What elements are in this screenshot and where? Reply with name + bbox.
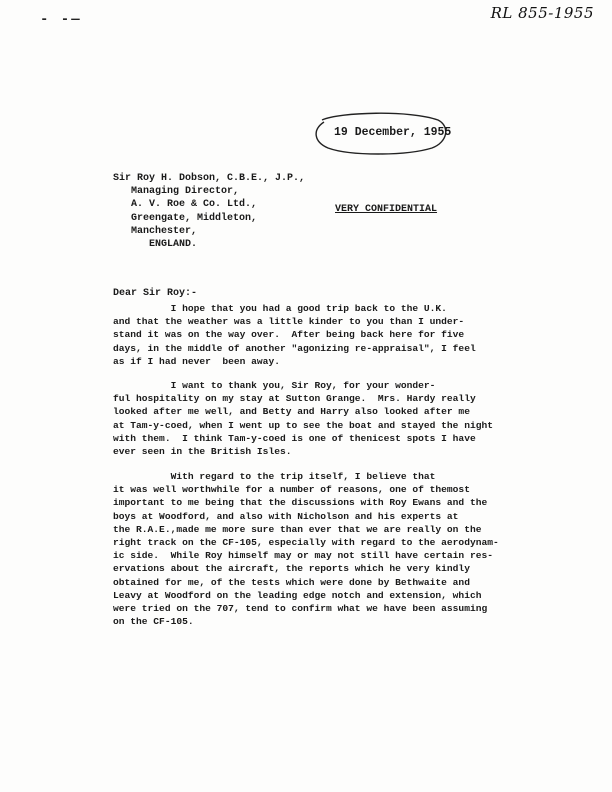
address-line: A. V. Roe & Co. Ltd., <box>131 199 258 211</box>
paragraph-line: were tried on the 707, tend to confirm what we have been assuming <box>113 603 488 615</box>
paragraph-3 <box>113 470 533 628</box>
paragraph-2 <box>113 379 533 458</box>
paragraph-line: I hope that you had a good trip back to the U.K. <box>113 303 447 314</box>
recipient-address <box>113 172 305 251</box>
paragraph-line: and that the weather was a little kinder to you than I under- <box>113 316 465 328</box>
salutation: Dear Sir Roy:- <box>113 288 198 299</box>
paragraph-line: I want to thank you, Sir Roy, for your wonder- <box>113 380 436 391</box>
paragraph-line: boys at Woodford, and also with Nicholson and his experts at <box>113 510 459 522</box>
address-line: Sir Roy H. Dobson, C.B.E., J.P., <box>113 173 306 184</box>
paragraph-line: ful hospitality on my stay at Sutton Grange. Mrs. Hardy really <box>113 393 476 405</box>
paragraph-line: ervations about the aircraft, the reports which he very kindly <box>113 563 470 575</box>
paragraph-line: looked after me well, and Betty and Harry also looked after me <box>113 406 470 418</box>
handwritten-reference: RL 855-1955 <box>490 4 594 22</box>
paragraph-line: on the CF-105. <box>113 616 194 628</box>
paragraph-line: the R.A.E.,made me more sure than ever that we are really on the <box>113 523 482 535</box>
paragraph-line: stand it was on the way over. After being back here for five <box>113 329 465 341</box>
confidential-marking: VERY CONFIDENTIAL <box>335 204 438 215</box>
address-line: ENGLAND. <box>149 239 198 251</box>
paragraph-line: ever seen in the British Isles. <box>113 446 292 458</box>
paragraph-line: obtained for me, of the tests which were done by Bethwaite and <box>113 576 470 588</box>
paragraph-line: days, in the middle of another "agonizing re-appraisal", I feel <box>113 342 476 354</box>
paragraph-1 <box>113 302 533 368</box>
header-dashes: - -— <box>40 12 82 28</box>
paragraph-line: as if I had never been away. <box>113 355 280 367</box>
address-line: Greengate, Middleton, <box>131 212 258 224</box>
paragraph-line: Leavy at Woodford on the leading edge notch and extension, which <box>113 589 482 601</box>
paragraph-line: with them. I think Tam-y-coed is one of thenicest spots I have <box>113 432 476 444</box>
paragraph-line: it was well worthwhile for a number of reasons, one of themost <box>113 484 470 496</box>
paragraph-line: ic side. While Roy himself may or may not still have certain res- <box>113 550 493 562</box>
paragraph-line: important to me being that the discussions with Roy Ewans and the <box>113 497 488 509</box>
paragraph-line: at Tam-y-coed, when I went up to see the boat and stayed the night <box>113 419 493 431</box>
date-block <box>310 110 450 156</box>
letter-date: 19 December, 1955 <box>334 126 452 139</box>
paragraph-line: With regard to the trip itself, I believe that <box>113 471 436 482</box>
paragraph-line: right track on the CF-105, especially with regard to the aerodynam- <box>113 537 499 549</box>
address-line: Managing Director, <box>131 186 240 198</box>
address-line: Manchester, <box>131 225 198 237</box>
